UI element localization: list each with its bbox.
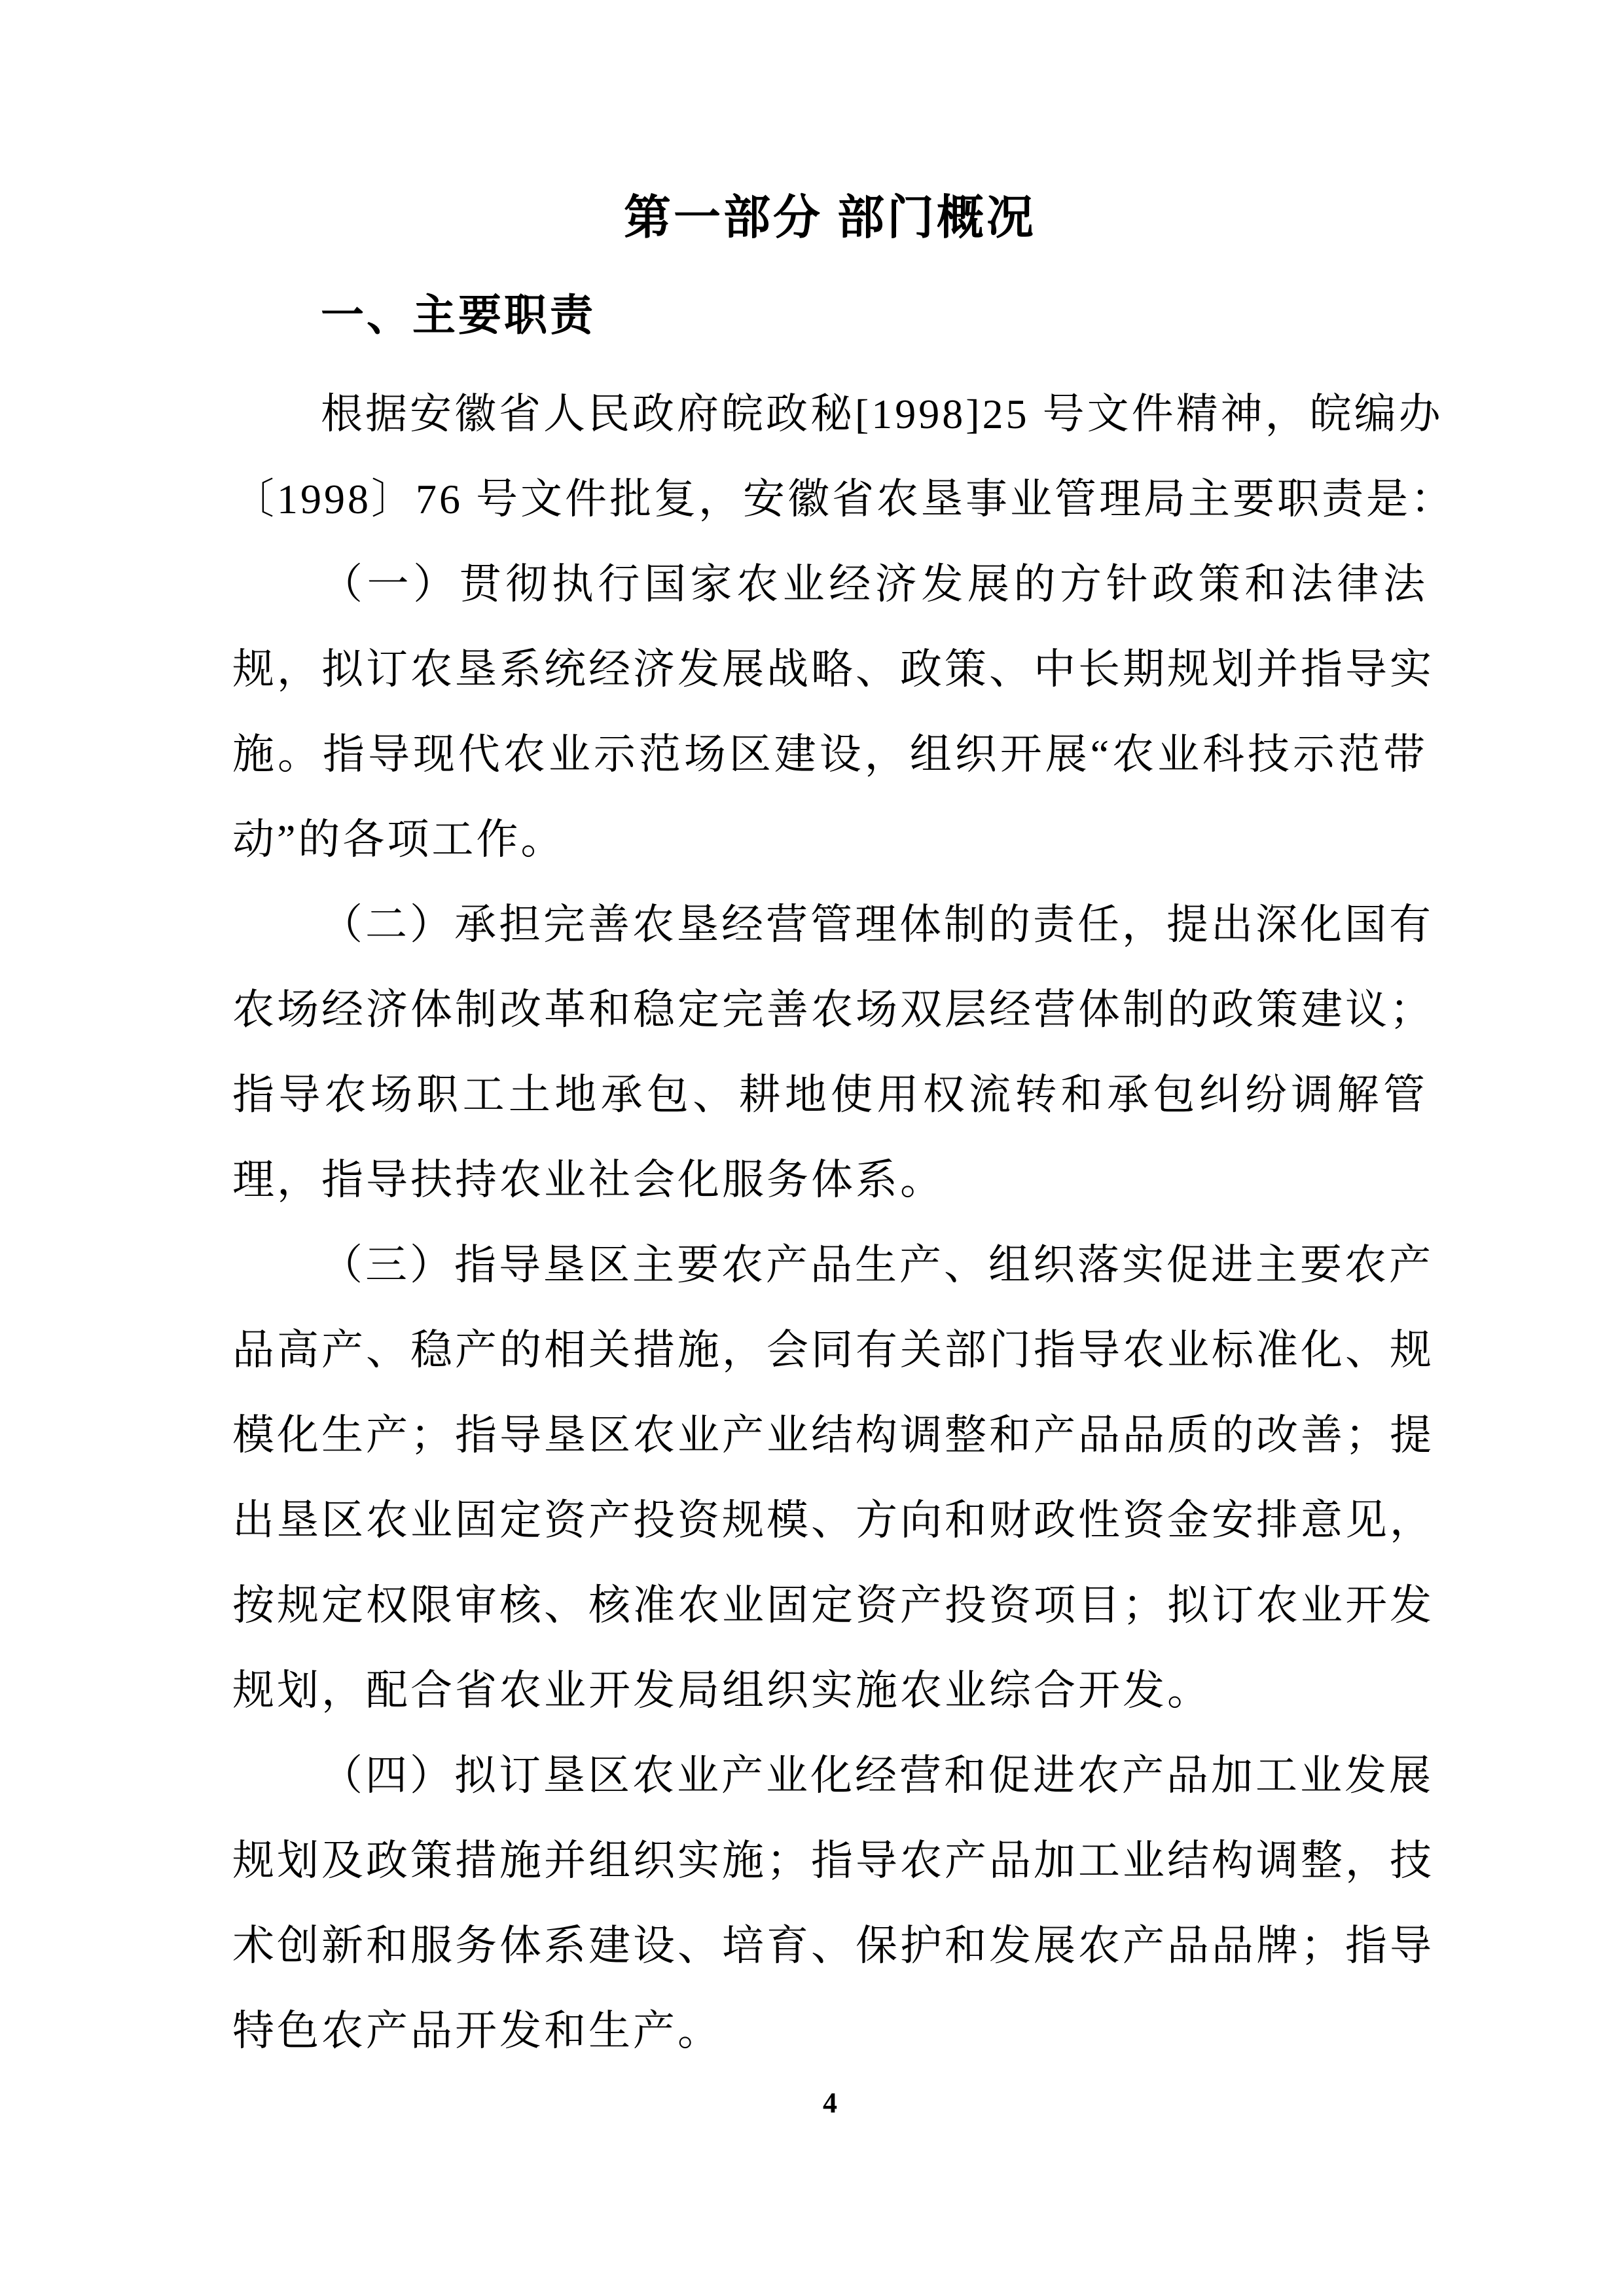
text-line: （三）指导垦区主要农产品生产、组织落实促进主要农产 — [321, 1242, 1434, 1288]
paragraph — [232, 1733, 1434, 2074]
text-line: 按规定权限审核、核准农业固定资产投资项目；拟订农业开发 — [232, 1582, 1434, 1629]
text-line: 模化生产；指导垦区农业产业结构调整和产品品质的改善；提 — [232, 1412, 1434, 1458]
paragraph — [232, 1223, 1434, 1733]
text-line: 规划，配合省农业开发局组织实施农业综合开发。 — [232, 1667, 1212, 1714]
section-heading: 一、主要职责 — [321, 292, 596, 340]
text-line: （一）贯彻执行国家农业经济发展的方针政策和法律法 — [321, 561, 1428, 607]
paragraph — [232, 882, 1434, 1223]
text-line: 规，拟订农垦系统经济发展战略、政策、中长期规划并指导实 — [232, 646, 1434, 693]
text-line: 特色农产品开发和生产。 — [232, 2008, 722, 2054]
paragraph — [232, 542, 1434, 882]
text-line: 品高产、稳产的相关措施，会同有关部门指导农业标准化、规 — [232, 1327, 1434, 1373]
text-line: 指导农场职工土地承包、耕地使用权流转和承包纠纷调解管 — [232, 1072, 1428, 1118]
text-line: 施。指导现代农业示范场区建设，组织开展“农业科技示范带 — [232, 731, 1428, 778]
text-line: 农场经济体制改革和稳定完善农场双层经营体制的政策建议； — [232, 986, 1434, 1033]
paragraph — [232, 372, 1455, 542]
page-number: 4 — [823, 2087, 837, 2119]
text-line: 理，指导扶持农业社会化服务体系。 — [232, 1157, 945, 1203]
text-line: （二）承担完善农垦经营管理体制的责任，提出深化国有 — [321, 901, 1434, 948]
text-line: 术创新和服务体系建设、培育、保护和发展农产品品牌；指导 — [232, 1923, 1434, 1969]
text-line: 动”的各项工作。 — [232, 816, 566, 863]
text-line: 规划及政策措施并组织实施；指导农产品加工业结构调整，技 — [232, 1837, 1434, 1884]
text-line: （四）拟订垦区农业产业化经营和促进农产品加工业发展 — [321, 1752, 1434, 1799]
document-content — [232, 0, 1455, 2074]
text-line: 根据安徽省人民政府皖政秘[1998]25 号文件精神，皖编办 — [321, 391, 1443, 437]
text-line: 出垦区农业固定资产投资规模、方向和财政性资金安排意见， — [232, 1497, 1434, 1544]
text-line: 〔1998〕76 号文件批复，安徽省农垦事业管理局主要职责是： — [232, 476, 1455, 522]
document-title: 第一部分 部门概况 — [623, 192, 1036, 244]
